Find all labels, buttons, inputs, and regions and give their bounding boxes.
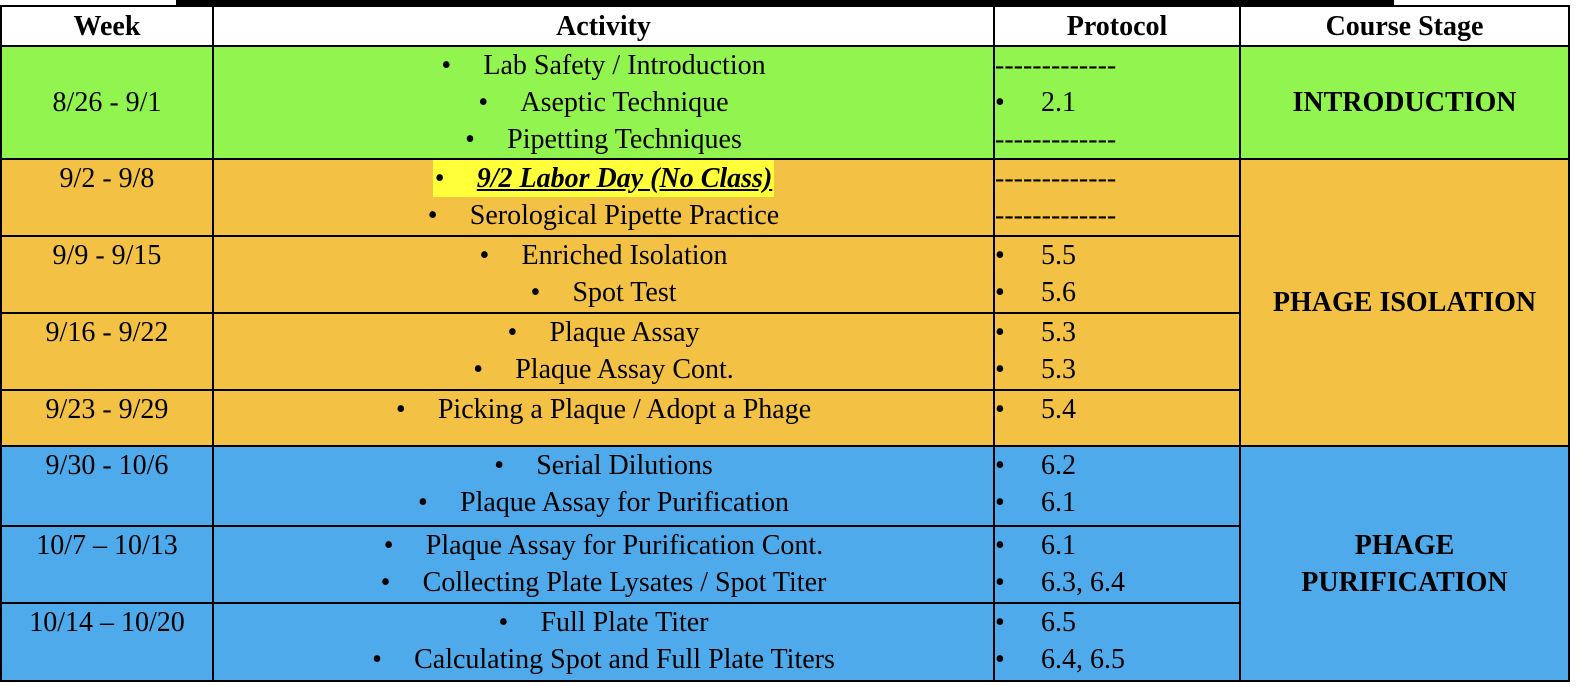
bullet-icon: • bbox=[995, 394, 1005, 425]
protocol-item bbox=[995, 274, 1239, 311]
protocol-cell bbox=[994, 46, 1240, 159]
stage-introduction: INTRODUCTION bbox=[1240, 46, 1569, 159]
week-cell: 9/23 - 9/29 bbox=[1, 390, 213, 446]
activity-text: Aseptic Technique bbox=[520, 87, 729, 118]
list-item bbox=[214, 391, 993, 428]
activity-text: Picking a Plaque / Adopt a Phage bbox=[437, 394, 812, 425]
bullet-icon: • bbox=[465, 124, 475, 155]
list-item bbox=[214, 564, 993, 601]
bullet-icon: • bbox=[372, 644, 382, 675]
activity-text: Lab Safety / Introduction bbox=[483, 50, 766, 81]
protocol-dash: ------------- bbox=[995, 200, 1117, 231]
week-cell: 10/7 – 10/13 bbox=[1, 526, 213, 603]
activity-cell bbox=[213, 603, 994, 681]
activity-text: Plaque Assay bbox=[549, 317, 700, 348]
bullet-icon: • bbox=[395, 394, 406, 425]
activity-cell bbox=[213, 313, 994, 390]
protocol-text: 5.5 bbox=[1041, 240, 1076, 271]
list-item bbox=[214, 604, 993, 641]
list-item bbox=[214, 447, 993, 484]
protocol-item bbox=[995, 447, 1239, 484]
protocol-cell bbox=[994, 159, 1240, 236]
protocol-item bbox=[995, 351, 1239, 388]
activity-text: Spot Test bbox=[572, 277, 677, 308]
list-item bbox=[214, 527, 993, 564]
activity-cell bbox=[213, 390, 994, 446]
protocol-item bbox=[995, 641, 1239, 678]
header-course-stage: Course Stage bbox=[1240, 6, 1569, 46]
activity-text: Enriched Isolation bbox=[521, 240, 728, 271]
protocol-cell bbox=[994, 603, 1240, 681]
activity-text: Plaque Assay Cont. bbox=[515, 354, 734, 385]
protocol-text: 5.4 bbox=[1041, 394, 1076, 425]
protocol-item bbox=[995, 237, 1239, 274]
week-cell: 10/14 – 10/20 bbox=[1, 603, 213, 681]
activity-text: Full Plate Titer bbox=[540, 607, 709, 638]
bullet-icon: • bbox=[427, 200, 438, 231]
bullet-icon: • bbox=[494, 450, 505, 481]
protocol-text: 5.3 bbox=[1041, 354, 1076, 385]
holiday-highlight bbox=[433, 160, 775, 197]
stage-phage-isolation: PHAGE ISOLATION bbox=[1240, 159, 1569, 446]
bullet-icon: • bbox=[995, 87, 1005, 118]
bullet-icon: • bbox=[498, 607, 509, 638]
bullet-icon: • bbox=[995, 450, 1005, 481]
protocol-dash: ------------- bbox=[995, 163, 1117, 194]
stage-phage-purification bbox=[1240, 446, 1569, 681]
bullet-icon: • bbox=[995, 317, 1005, 348]
protocol-text: 6.3, 6.4 bbox=[1041, 567, 1125, 598]
protocol-item bbox=[995, 391, 1239, 428]
bullet-icon: • bbox=[995, 487, 1005, 518]
activity-text: Plaque Assay for Purification Cont. bbox=[425, 530, 824, 561]
table-row bbox=[1, 446, 1569, 526]
list-item bbox=[214, 197, 993, 234]
bullet-icon: • bbox=[418, 487, 428, 518]
activity-text: Collecting Plate Lysates / Spot Titer bbox=[422, 567, 827, 598]
holiday-text: 9/2 Labor Day (No Class) bbox=[476, 163, 773, 194]
list-item bbox=[214, 641, 993, 678]
activity-text: Plaque Assay for Purification bbox=[460, 487, 789, 518]
list-item bbox=[214, 274, 993, 311]
protocol-cell bbox=[994, 313, 1240, 390]
protocol-item bbox=[995, 527, 1239, 564]
course-schedule-table bbox=[0, 5, 1570, 682]
header-protocol: Protocol bbox=[994, 6, 1240, 46]
bullet-icon: • bbox=[434, 163, 445, 194]
list-item bbox=[214, 314, 993, 351]
protocol-text: 6.5 bbox=[1041, 607, 1076, 638]
protocol-cell bbox=[994, 236, 1240, 313]
bullet-icon: • bbox=[478, 87, 489, 118]
week-cell: 9/30 - 10/6 bbox=[1, 446, 213, 526]
stage-line: PHAGE bbox=[1354, 529, 1455, 561]
bullet-icon: • bbox=[383, 530, 394, 561]
protocol-text: 5.6 bbox=[1041, 277, 1076, 308]
bullet-icon: • bbox=[995, 607, 1005, 638]
protocol-text: 6.1 bbox=[1041, 487, 1076, 518]
bullet-icon: • bbox=[995, 240, 1005, 271]
header-activity: Activity bbox=[213, 6, 994, 46]
week-cell: 8/26 - 9/1 bbox=[1, 46, 213, 159]
bullet-icon: • bbox=[995, 644, 1005, 675]
bullet-icon: • bbox=[995, 530, 1005, 561]
activity-text: Serological Pipette Practice bbox=[469, 200, 780, 231]
activity-cell bbox=[213, 46, 994, 159]
protocol-text: 2.1 bbox=[1041, 87, 1076, 118]
list-item bbox=[214, 351, 993, 388]
table-row bbox=[1, 159, 1569, 236]
protocol-item bbox=[995, 484, 1239, 521]
protocol-item bbox=[995, 564, 1239, 601]
activity-cell bbox=[213, 159, 994, 236]
list-item bbox=[214, 47, 993, 84]
week-cell: 9/9 - 9/15 bbox=[1, 236, 213, 313]
list-item bbox=[214, 484, 993, 521]
bullet-icon: • bbox=[995, 354, 1005, 385]
protocol-text: 6.2 bbox=[1041, 450, 1076, 481]
week-cell: 9/16 - 9/22 bbox=[1, 313, 213, 390]
protocol-text: 6.4, 6.5 bbox=[1041, 644, 1125, 675]
list-item bbox=[214, 160, 993, 197]
protocol-item bbox=[995, 84, 1239, 121]
bullet-icon: • bbox=[507, 317, 518, 348]
protocol-text: 5.3 bbox=[1041, 317, 1076, 348]
protocol-dash: ------------- bbox=[995, 50, 1117, 81]
bullet-icon: • bbox=[380, 567, 391, 598]
bullet-icon: • bbox=[479, 240, 490, 271]
stage-line: PURIFICATION bbox=[1301, 566, 1508, 598]
activity-cell bbox=[213, 526, 994, 603]
protocol-item bbox=[995, 314, 1239, 351]
activity-cell bbox=[213, 446, 994, 526]
list-item bbox=[214, 121, 993, 158]
activity-text: Calculating Spot and Full Plate Titers bbox=[414, 644, 835, 675]
activity-text: Serial Dilutions bbox=[536, 450, 713, 481]
protocol-item bbox=[995, 604, 1239, 641]
bullet-icon: • bbox=[473, 354, 484, 385]
table-row bbox=[1, 46, 1569, 159]
bullet-icon: • bbox=[441, 50, 452, 81]
protocol-cell bbox=[994, 446, 1240, 526]
bullet-icon: • bbox=[995, 277, 1005, 308]
protocol-text: 6.1 bbox=[1041, 530, 1076, 561]
activity-cell bbox=[213, 236, 994, 313]
protocol-cell bbox=[994, 390, 1240, 446]
protocol-dash: ------------- bbox=[995, 124, 1117, 155]
bullet-icon: • bbox=[995, 567, 1005, 598]
protocol-cell bbox=[994, 526, 1240, 603]
list-item bbox=[214, 237, 993, 274]
bullet-icon: • bbox=[530, 277, 541, 308]
header-row bbox=[1, 6, 1569, 46]
week-cell: 9/2 - 9/8 bbox=[1, 159, 213, 236]
header-week: Week bbox=[1, 6, 213, 46]
activity-text: Pipetting Techniques bbox=[507, 124, 742, 155]
list-item bbox=[214, 84, 993, 121]
